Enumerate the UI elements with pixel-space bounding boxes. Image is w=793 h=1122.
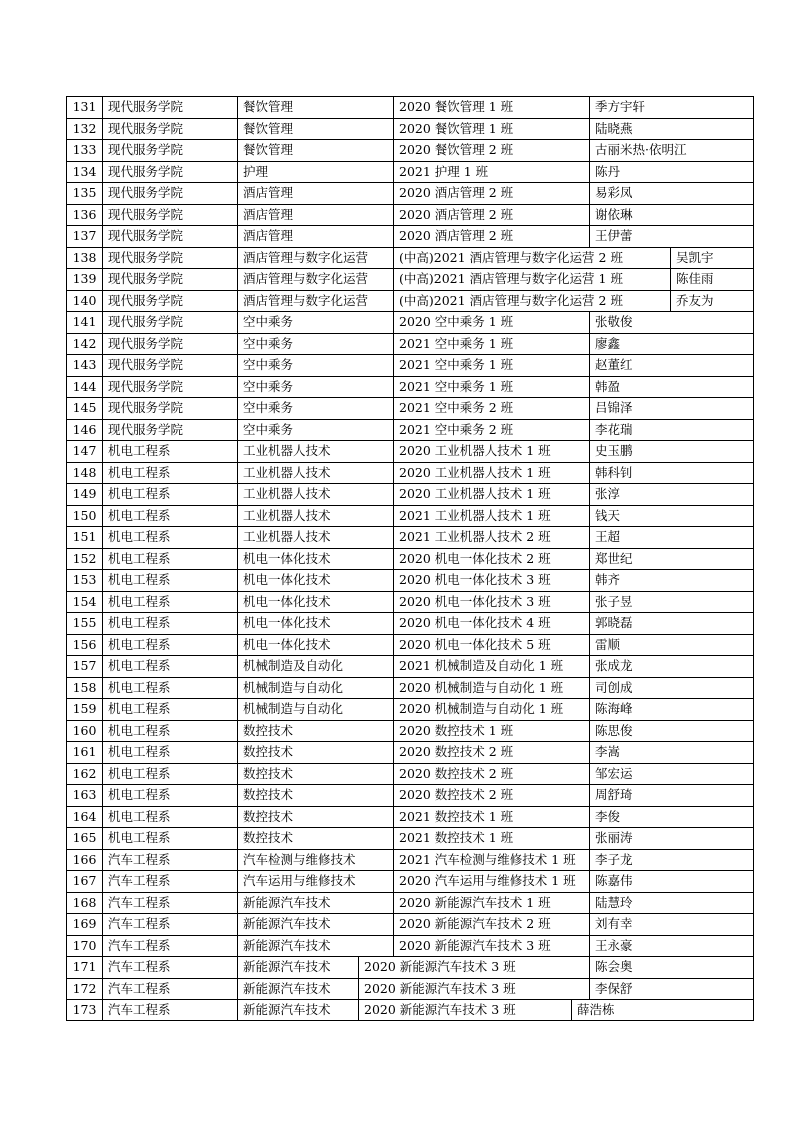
- student-name-cell: 钱天: [589, 506, 755, 527]
- student-name-cell: 王永豪: [589, 936, 755, 957]
- department-cell: 机电工程系: [102, 570, 237, 591]
- class-cell: 2020 新能源汽车技术 3 班: [393, 936, 589, 957]
- major-cell: 酒店管理与数字化运营: [237, 269, 393, 290]
- major-cell: 空中乘务: [237, 355, 393, 376]
- major-cell: 空中乘务: [237, 334, 393, 355]
- major-cell: 机电一体化技术: [237, 570, 393, 591]
- major-cell: 新能源汽车技术: [237, 1000, 358, 1020]
- department-cell: 现代服务学院: [102, 226, 237, 247]
- row-number-cell: 150: [72, 507, 97, 523]
- class-cell: 2020 新能源汽车技术 3 班: [358, 1000, 571, 1020]
- class-cell: 2021 空中乘务 2 班: [393, 398, 589, 419]
- major-cell: 空中乘务: [237, 377, 393, 398]
- class-cell: (中高)2021 酒店管理与数字化运营 2 班: [393, 248, 670, 269]
- table-row: [66, 892, 754, 914]
- table-row: [66, 118, 754, 140]
- major-cell: 机电一体化技术: [237, 592, 393, 613]
- row-number-cell: 138: [72, 249, 97, 265]
- table-row: [66, 763, 754, 785]
- row-number-cell: 165: [72, 830, 97, 845]
- major-cell: 工业机器人技术: [237, 484, 393, 505]
- table-row: [66, 956, 754, 978]
- major-cell: 酒店管理: [237, 183, 393, 204]
- department-cell: 现代服务学院: [102, 162, 237, 183]
- class-cell: 2021 护理 1 班: [393, 162, 589, 183]
- table-row: [66, 849, 754, 871]
- major-cell: 酒店管理与数字化运营: [237, 248, 393, 269]
- row-number-cell: 144: [72, 378, 97, 394]
- department-cell: 汽车工程系: [102, 914, 237, 935]
- row-number-cell: 152: [72, 550, 97, 566]
- class-cell: 2020 机械制造与自动化 1 班: [393, 699, 589, 720]
- major-cell: 机械制造与自动化: [237, 678, 393, 699]
- row-number-cell: 170: [72, 937, 97, 953]
- table-row: [66, 462, 754, 484]
- student-name-cell: 陈丹: [589, 162, 755, 183]
- table-row: [66, 182, 754, 204]
- department-cell: 机电工程系: [102, 527, 237, 548]
- major-cell: 新能源汽车技术: [237, 957, 358, 978]
- department-cell: 机电工程系: [102, 549, 237, 570]
- department-cell: 汽车工程系: [102, 893, 237, 914]
- row-number-cell: 172: [72, 980, 97, 996]
- major-cell: 空中乘务: [237, 398, 393, 419]
- table-row: [66, 419, 754, 441]
- row-number-cell: 159: [72, 701, 97, 716]
- department-cell: 现代服务学院: [102, 312, 237, 333]
- department-cell: 汽车工程系: [102, 957, 237, 978]
- class-cell: 2020 数控技术 2 班: [393, 764, 589, 785]
- row-number-cell: 133: [72, 142, 97, 157]
- major-cell: 机电一体化技术: [237, 613, 393, 634]
- class-cell: 2020 数控技术 2 班: [393, 742, 589, 763]
- major-cell: 机电一体化技术: [237, 635, 393, 656]
- major-cell: 新能源汽车技术: [237, 936, 393, 957]
- table-row: [66, 505, 754, 527]
- class-cell: 2020 机电一体化技术 3 班: [393, 570, 589, 591]
- table-row: [66, 268, 754, 290]
- class-cell: 2020 餐饮管理 2 班: [393, 140, 589, 161]
- row-number-cell: 137: [72, 228, 97, 243]
- major-cell: 餐饮管理: [237, 140, 393, 161]
- student-name-cell: 刘有幸: [589, 914, 755, 935]
- class-cell: 2020 新能源汽车技术 2 班: [393, 914, 589, 935]
- class-cell: 2020 酒店管理 2 班: [393, 205, 589, 226]
- major-cell: 数控技术: [237, 721, 393, 742]
- student-name-cell: 吕锦泽: [589, 398, 755, 419]
- student-name-cell: 王超: [589, 527, 755, 548]
- class-cell: 2020 机电一体化技术 5 班: [393, 635, 589, 656]
- student-name-cell: 张敬俊: [589, 312, 755, 333]
- department-cell: 汽车工程系: [102, 979, 237, 1000]
- table-row: [66, 526, 754, 548]
- department-cell: 现代服务学院: [102, 377, 237, 398]
- class-cell: 2020 工业机器人技术 1 班: [393, 484, 589, 505]
- department-cell: 机电工程系: [102, 678, 237, 699]
- department-cell: 机电工程系: [102, 592, 237, 613]
- major-cell: 餐饮管理: [237, 97, 393, 118]
- major-cell: 空中乘务: [237, 312, 393, 333]
- row-number-cell: 158: [72, 679, 97, 695]
- class-cell: 2021 空中乘务 1 班: [393, 377, 589, 398]
- row-number-cell: 163: [72, 787, 97, 802]
- table-row: [66, 591, 754, 613]
- student-name-cell: 陆慧玲: [589, 893, 755, 914]
- table-row: [66, 311, 754, 333]
- major-cell: 数控技术: [237, 828, 393, 849]
- class-cell: 2021 空中乘务 1 班: [393, 334, 589, 355]
- table-row: [66, 870, 754, 892]
- class-cell: (中高)2021 酒店管理与数字化运营 2 班: [393, 291, 670, 312]
- student-name-cell: 史玉鹏: [589, 441, 755, 462]
- class-cell: 2021 机械制造及自动化 1 班: [393, 656, 589, 677]
- student-name-cell: 赵董红: [589, 355, 755, 376]
- major-cell: 护理: [237, 162, 393, 183]
- major-cell: 酒店管理: [237, 205, 393, 226]
- row-number-cell: 168: [72, 894, 97, 910]
- table-row: [66, 290, 754, 312]
- table-row: [66, 698, 754, 720]
- class-cell: 2020 酒店管理 2 班: [393, 226, 589, 247]
- major-cell: 酒店管理: [237, 226, 393, 247]
- department-cell: 汽车工程系: [102, 850, 237, 871]
- major-cell: 工业机器人技术: [237, 441, 393, 462]
- row-number-cell: 142: [72, 335, 97, 351]
- department-cell: 现代服务学院: [102, 248, 237, 269]
- student-name-cell: 古丽米热·依明江: [589, 140, 755, 161]
- major-cell: 数控技术: [237, 742, 393, 763]
- department-cell: 机电工程系: [102, 656, 237, 677]
- class-cell: 2020 新能源汽车技术 3 班: [358, 979, 589, 1000]
- class-cell: 2021 汽车检测与维修技术 1 班: [393, 850, 589, 871]
- department-cell: 现代服务学院: [102, 97, 237, 118]
- class-cell: 2021 工业机器人技术 1 班: [393, 506, 589, 527]
- class-cell: 2021 数控技术 1 班: [393, 828, 589, 849]
- major-cell: 数控技术: [237, 785, 393, 806]
- row-number-cell: 154: [72, 593, 97, 609]
- student-name-cell: 陆晓燕: [589, 119, 755, 140]
- table-row: [66, 483, 754, 505]
- major-cell: 机械制造及自动化: [237, 656, 393, 677]
- major-cell: 餐饮管理: [237, 119, 393, 140]
- student-name-cell: 陈佳雨: [670, 269, 755, 290]
- major-cell: 汽车检测与维修技术: [237, 850, 393, 871]
- department-cell: 机电工程系: [102, 699, 237, 720]
- table-row: [66, 913, 754, 935]
- department-cell: 现代服务学院: [102, 205, 237, 226]
- student-name-cell: 李子龙: [589, 850, 755, 871]
- row-number-cell: 151: [72, 529, 97, 544]
- class-cell: 2020 空中乘务 1 班: [393, 312, 589, 333]
- row-number-cell: 139: [72, 271, 97, 286]
- row-number-cell: 162: [72, 765, 97, 781]
- table-row: [66, 161, 754, 183]
- student-name-cell: 陈会奥: [589, 957, 755, 978]
- major-cell: 工业机器人技术: [237, 463, 393, 484]
- row-number-cell: 131: [72, 99, 97, 114]
- student-name-cell: 王伊蕾: [589, 226, 755, 247]
- student-name-cell: 张丽涛: [589, 828, 755, 849]
- row-number-cell: 160: [72, 722, 97, 738]
- table-row: [66, 655, 754, 677]
- table-row: [66, 999, 754, 1021]
- student-name-cell: 韩齐: [589, 570, 755, 591]
- student-name-cell: 韩盈: [589, 377, 755, 398]
- class-cell: 2021 工业机器人技术 2 班: [393, 527, 589, 548]
- class-cell: 2020 酒店管理 2 班: [393, 183, 589, 204]
- department-cell: 机电工程系: [102, 807, 237, 828]
- row-number-cell: 166: [72, 851, 97, 867]
- student-name-cell: 张子昱: [589, 592, 755, 613]
- class-cell: 2020 机电一体化技术 3 班: [393, 592, 589, 613]
- student-name-cell: 李嵩: [589, 742, 755, 763]
- student-name-cell: 李花瑞: [589, 420, 755, 441]
- class-cell: 2020 餐饮管理 1 班: [393, 97, 589, 118]
- major-cell: 工业机器人技术: [237, 527, 393, 548]
- student-name-cell: 周舒琦: [589, 785, 755, 806]
- table-row: [66, 548, 754, 570]
- department-cell: 汽车工程系: [102, 936, 237, 957]
- table-row: [66, 612, 754, 634]
- row-number-cell: 143: [72, 357, 97, 372]
- student-name-cell: 李俊: [589, 807, 755, 828]
- row-number-cell: 161: [72, 744, 97, 759]
- table-row: [66, 204, 754, 226]
- student-name-cell: 郭晓磊: [589, 613, 755, 634]
- department-cell: 机电工程系: [102, 721, 237, 742]
- table-row: [66, 397, 754, 419]
- department-cell: 机电工程系: [102, 463, 237, 484]
- student-name-cell: 薛浩栋: [571, 1000, 755, 1020]
- student-name-cell: 季方宇轩: [589, 97, 755, 118]
- department-cell: 现代服务学院: [102, 140, 237, 161]
- table-row: [66, 806, 754, 828]
- department-cell: 现代服务学院: [102, 119, 237, 140]
- student-name-cell: 陈思俊: [589, 721, 755, 742]
- class-cell: 2020 机械制造与自动化 1 班: [393, 678, 589, 699]
- major-cell: 新能源汽车技术: [237, 914, 393, 935]
- class-cell: 2020 工业机器人技术 1 班: [393, 441, 589, 462]
- student-name-cell: 廖鑫: [589, 334, 755, 355]
- major-cell: 数控技术: [237, 807, 393, 828]
- student-name-cell: 陈海峰: [589, 699, 755, 720]
- class-cell: 2021 空中乘务 2 班: [393, 420, 589, 441]
- department-cell: 现代服务学院: [102, 334, 237, 355]
- class-cell: 2020 工业机器人技术 1 班: [393, 463, 589, 484]
- class-cell: 2020 机电一体化技术 4 班: [393, 613, 589, 634]
- row-number-cell: 148: [72, 464, 97, 480]
- major-cell: 机电一体化技术: [237, 549, 393, 570]
- table-row: [66, 96, 754, 118]
- class-cell: 2021 空中乘务 1 班: [393, 355, 589, 376]
- row-number-cell: 146: [72, 421, 97, 437]
- major-cell: 数控技术: [237, 764, 393, 785]
- table-row: [66, 225, 754, 247]
- table-row: [66, 677, 754, 699]
- student-name-cell: 雷顺: [589, 635, 755, 656]
- major-cell: 新能源汽车技术: [237, 893, 393, 914]
- student-name-cell: 郑世纪: [589, 549, 755, 570]
- table-row: [66, 978, 754, 1000]
- department-cell: 现代服务学院: [102, 291, 237, 312]
- department-cell: 机电工程系: [102, 764, 237, 785]
- department-cell: 机电工程系: [102, 441, 237, 462]
- row-number-cell: 136: [72, 206, 97, 222]
- row-number-cell: 173: [72, 1002, 97, 1017]
- class-cell: 2021 数控技术 1 班: [393, 807, 589, 828]
- student-name-cell: 谢依琳: [589, 205, 755, 226]
- major-cell: 新能源汽车技术: [237, 979, 358, 1000]
- table-row: [66, 139, 754, 161]
- department-cell: 机电工程系: [102, 635, 237, 656]
- department-cell: 机电工程系: [102, 613, 237, 634]
- table-row: [66, 741, 754, 763]
- department-cell: 机电工程系: [102, 785, 237, 806]
- student-name-cell: 邹宏运: [589, 764, 755, 785]
- department-cell: 现代服务学院: [102, 420, 237, 441]
- table-row: [66, 376, 754, 398]
- class-cell: 2020 机电一体化技术 2 班: [393, 549, 589, 570]
- class-cell: 2020 餐饮管理 1 班: [393, 119, 589, 140]
- table-row: [66, 354, 754, 376]
- department-cell: 现代服务学院: [102, 398, 237, 419]
- row-number-cell: 135: [72, 185, 97, 200]
- class-cell: 2020 数控技术 1 班: [393, 721, 589, 742]
- student-name-cell: 吴凯宇: [670, 248, 755, 269]
- major-cell: 工业机器人技术: [237, 506, 393, 527]
- department-cell: 机电工程系: [102, 828, 237, 849]
- row-number-cell: 164: [72, 808, 97, 824]
- department-cell: 机电工程系: [102, 484, 237, 505]
- class-cell: 2020 新能源汽车技术 3 班: [358, 957, 589, 978]
- student-name-cell: 陈嘉伟: [589, 871, 755, 892]
- student-roster-table: [66, 96, 754, 1021]
- department-cell: 现代服务学院: [102, 269, 237, 290]
- department-cell: 汽车工程系: [102, 1000, 237, 1020]
- table-row: [66, 935, 754, 957]
- department-cell: 机电工程系: [102, 506, 237, 527]
- department-cell: 机电工程系: [102, 742, 237, 763]
- table-row: [66, 247, 754, 269]
- row-number-cell: 171: [72, 959, 97, 974]
- table-row: [66, 827, 754, 849]
- row-number-cell: 147: [72, 443, 97, 458]
- student-name-cell: 韩科钊: [589, 463, 755, 484]
- major-cell: 空中乘务: [237, 420, 393, 441]
- department-cell: 现代服务学院: [102, 355, 237, 376]
- row-number-cell: 157: [72, 658, 97, 673]
- student-name-cell: 张淳: [589, 484, 755, 505]
- major-cell: 汽车运用与维修技术: [237, 871, 393, 892]
- table-row: [66, 440, 754, 462]
- row-number-cell: 167: [72, 873, 97, 888]
- major-cell: 机械制造与自动化: [237, 699, 393, 720]
- student-name-cell: 李保舒: [589, 979, 755, 1000]
- student-name-cell: 张成龙: [589, 656, 755, 677]
- table-row: [66, 634, 754, 656]
- class-cell: (中高)2021 酒店管理与数字化运营 1 班: [393, 269, 670, 290]
- row-number-cell: 169: [72, 916, 97, 931]
- row-number-cell: 155: [72, 615, 97, 630]
- department-cell: 汽车工程系: [102, 871, 237, 892]
- row-number-cell: 141: [72, 314, 97, 329]
- table-row: [66, 784, 754, 806]
- row-number-cell: 140: [72, 292, 97, 308]
- row-number-cell: 156: [72, 636, 97, 652]
- table-row: [66, 569, 754, 591]
- class-cell: 2020 数控技术 2 班: [393, 785, 589, 806]
- row-number-cell: 132: [72, 120, 97, 136]
- class-cell: 2020 新能源汽车技术 1 班: [393, 893, 589, 914]
- row-number-cell: 149: [72, 486, 97, 501]
- student-name-cell: 易彩凤: [589, 183, 755, 204]
- department-cell: 现代服务学院: [102, 183, 237, 204]
- row-number-cell: 134: [72, 163, 97, 179]
- class-cell: 2020 汽车运用与维修技术 1 班: [393, 871, 589, 892]
- major-cell: 酒店管理与数字化运营: [237, 291, 393, 312]
- table-row: [66, 720, 754, 742]
- table-row: [66, 333, 754, 355]
- student-name-cell: 乔友为: [670, 291, 755, 312]
- student-name-cell: 司创成: [589, 678, 755, 699]
- row-number-cell: 153: [72, 572, 97, 587]
- row-number-cell: 145: [72, 400, 97, 415]
